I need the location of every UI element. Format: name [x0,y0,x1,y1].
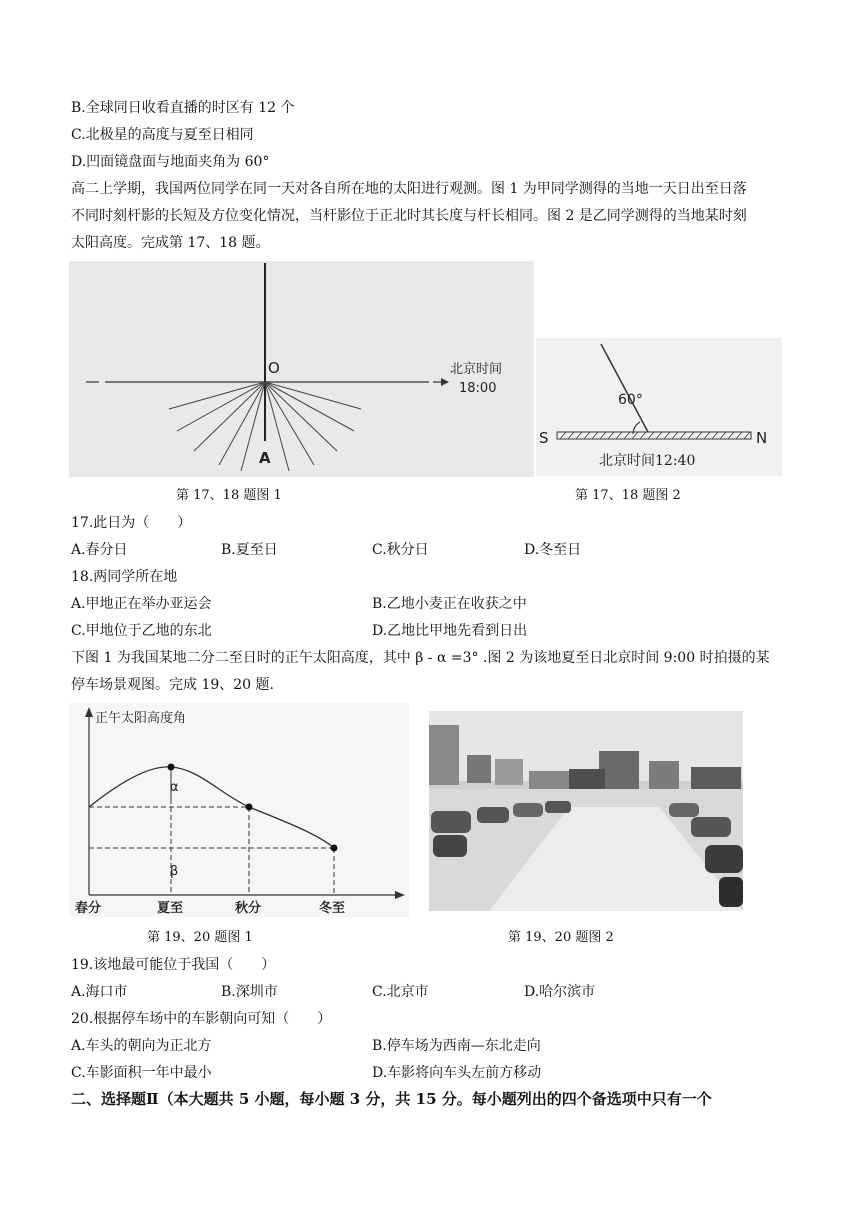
caption-19-20-2: 第 19、20 题图 2 [508,930,614,945]
q19-option-d: D.哈尔滨市 [524,984,596,1000]
question-17: 17.此日为（ ） [71,515,192,531]
parking-lot-photo [429,711,743,911]
caption-17-18-1: 第 17、18 题图 1 [176,488,282,503]
question-19: 19.该地最可能位于我国（ ） [71,957,276,973]
q19-option-a: A.海口市 [71,984,128,1000]
caption-17-18-2: 第 17、18 题图 2 [575,488,681,503]
q18-option-a: A.甲地正在举办亚运会 [71,596,212,612]
q20-option-a: A.车头的朝向为正北方 [71,1038,212,1054]
paragraph-19-20-line2: 停车场景观图。完成 19、20 题. [71,677,274,693]
q20-option-c: C.车影面积一年中最小 [71,1065,212,1081]
shadow-diagram [69,261,534,477]
north-label: N [756,429,768,447]
paragraph-19-20-line1: 下图 1 为我国某地二分二至日时的正午太阳高度，其中 β - α =3° .图 2 为该地夏至日北京时间 9:00 时拍摄的某 [71,650,770,666]
q17-option-d: D.冬至日 [524,542,582,558]
paragraph-17-18-line2: 不同时刻杆影的长短及方位变化情况，当杆影位于正北时其长度与杆长相同。图 2 是乙同学测得的当地某时刻 [71,208,747,224]
figure-19-20-1 [69,703,409,917]
option-line-d: D.凹面镜盘面与地面夹角为 60° [71,154,270,170]
figure-17-18-1 [69,261,534,477]
option-line-b: B.全球同日收看直播的时区有 12 个 [71,100,295,116]
figure-19-20-2 [429,711,743,911]
time-label: 北京时间12:40 [599,453,696,469]
question-20: 20.根据停车场中的车影朝向可知（ ） [71,1011,332,1027]
caption-19-20-1: 第 19、20 题图 1 [147,930,253,945]
q18-option-c: C.甲地位于乙地的东北 [71,623,212,639]
q17-option-c: C.秋分日 [372,542,429,558]
time-label: 北京时间 [450,362,503,377]
section-heading: 二、选择题Ⅱ（本大题共 5 小题，每小题 3 分，共 15 分。每小题列出的四个备选项中只有一个 [71,1090,712,1108]
beta-label: β [170,864,179,879]
q18-option-b: B.乙地小麦正在收获之中 [372,596,527,612]
angle-label: 60° [618,392,643,408]
question-18: 18.两同学所在地 [71,569,178,585]
q20-option-b: B.停车场为西南—东北走向 [372,1038,541,1054]
q18-option-d: D.乙地比甲地先看到日出 [372,623,528,639]
q17-option-a: A.春分日 [71,542,128,558]
paragraph-17-18-line1: 高二上学期，我国两位同学在同一天对各自所在地的太阳进行观测。图 1 为甲同学测得的当地一天日出至日落 [71,181,747,197]
pole-bottom-label: A [259,449,271,467]
q17-option-b: B.夏至日 [221,542,278,558]
x-label-autumn: 秋分 [235,901,262,916]
q20-option-d: D.车影将向车头左前方移动 [372,1065,542,1081]
x-label-summer: 夏至 [157,901,184,916]
x-label-spring: 春分 [75,901,102,916]
noon-altitude-diagram [69,703,409,917]
alpha-label: α [170,780,179,795]
paragraph-17-18-line3: 太阳高度。完成第 17、18 题。 [71,235,270,251]
sun-altitude-diagram [536,338,782,476]
q19-option-b: B.深圳市 [221,984,278,1000]
origin-label: O [268,359,280,377]
q19-option-c: C.北京市 [372,984,429,1000]
x-label-winter: 冬至 [319,901,346,916]
figure-17-18-2 [536,338,782,476]
option-line-c: C.北极星的高度与夏至日相同 [71,127,254,143]
y-axis-title: 正午太阳高度角 [95,711,187,726]
south-label: S [539,429,549,447]
time-value: 18:00 [459,381,497,396]
